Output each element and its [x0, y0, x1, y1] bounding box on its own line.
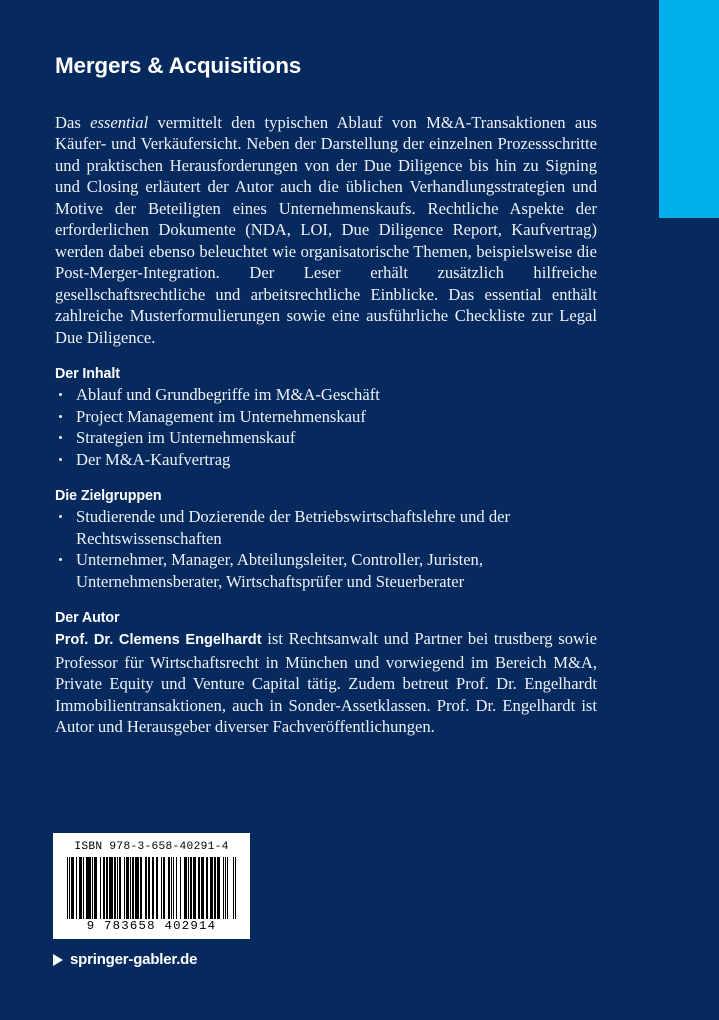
publisher-link[interactable]	[53, 951, 250, 968]
bullet-dot-icon	[59, 458, 62, 461]
list-item	[55, 406, 597, 428]
list-item-label: Der M&A-Kaufvertrag	[76, 449, 231, 469]
list-item	[55, 506, 597, 549]
triangle-right-icon	[53, 954, 63, 966]
isbn-label: ISBN 978-3-658-40291-4	[74, 841, 229, 853]
barcode-bars	[67, 857, 236, 919]
section-heading-target-groups: Die Zielgruppen	[55, 488, 162, 505]
accent-color-block	[659, 0, 719, 218]
list-item-label: Strategien im Unternehmenskauf	[76, 428, 296, 448]
description-emphasis: essential	[90, 112, 149, 132]
section-heading-author: Der Autor	[55, 610, 120, 627]
publisher-url-label: springer-gabler.de	[70, 951, 198, 968]
ean-digits: 9 783658 402914	[86, 919, 217, 933]
list-item-label: Unternehmer, Manager, Abteilungsleiter, Controller, Juristen, Unternehmensberater, Wirtschaftsprüfer und Steuerberater	[76, 550, 484, 591]
section-heading-contents: Der Inhalt	[55, 366, 120, 383]
author-bio	[55, 628, 597, 738]
target-groups-list	[55, 506, 597, 592]
bullet-dot-icon	[59, 415, 62, 418]
author-bio-text: ist Rechtsanwalt und Partner bei trustberg sowie Professor für Wirtschaftsrecht in München und vorwiegend im Bereich M&A, Private Equity und Venture Capital tätig. Zudem betreut Prof. Dr. Engelhardt Immobilientransaktionen, auch in Sonder-Assetklassen. Prof. Dr. Engelhardt ist Autor und Herausgeber diverser Fachveröffentlichungen.	[55, 629, 597, 737]
list-item-label: Ablauf und Grundbegriffe im M&A-Geschäft	[76, 385, 380, 405]
page-title: Mergers & Acquisitions	[55, 53, 302, 78]
bullet-dot-icon	[59, 393, 62, 396]
bullet-dot-icon	[59, 436, 62, 439]
contents-list	[55, 384, 597, 470]
list-item-label: Project Management im Unternehmenskauf	[76, 406, 366, 426]
bullet-dot-icon	[59, 515, 62, 518]
description-lead: Das	[55, 112, 91, 132]
isbn-barcode	[53, 833, 250, 939]
list-item-label: Studierende und Dozierende der Betriebswirtschaftslehre und der Rechtswissenschaften	[76, 507, 511, 548]
bullet-dot-icon	[59, 558, 62, 561]
list-item	[55, 384, 597, 406]
cover-footer	[53, 833, 250, 968]
list-item	[55, 449, 597, 471]
description-body: vermittelt den typischen Ablauf von M&A-Transaktionen aus Käufer- und Verkäufersicht. Neben der Darstellung der einzelnen Prozessschritte und praktischen Herausforderungen von der Due Diligence bis hin zu Signing und Closing erläutert der Autor auch die üblichen Verhandlungsstrategien und Motive der Beteiligten eines Unternehmenskaufs. Rechtliche Aspekte der erforderlichen Dokumente (NDA, LOI, Due Diligence Report, Kaufvertrag) werden dabei ebenso beleuchtet wie organisatorische Themen, beispielsweise die Post-Merger-Integration. Der Leser erhält zusätzlich hilfreiche gesellschaftsrechtliche und arbeitsrechtliche Einblicke. Das essential enthält zahlreiche Musterformulierungen sowie eine ausführliche Checkliste zur Legal Due Diligence.	[55, 112, 597, 347]
author-name: Prof. Dr. Clemens Engelhardt	[55, 632, 262, 649]
book-description	[55, 79, 597, 349]
list-item	[55, 549, 597, 592]
cover-content	[55, 0, 597, 738]
list-item	[55, 427, 597, 449]
barcode-bars-container	[62, 854, 241, 919]
